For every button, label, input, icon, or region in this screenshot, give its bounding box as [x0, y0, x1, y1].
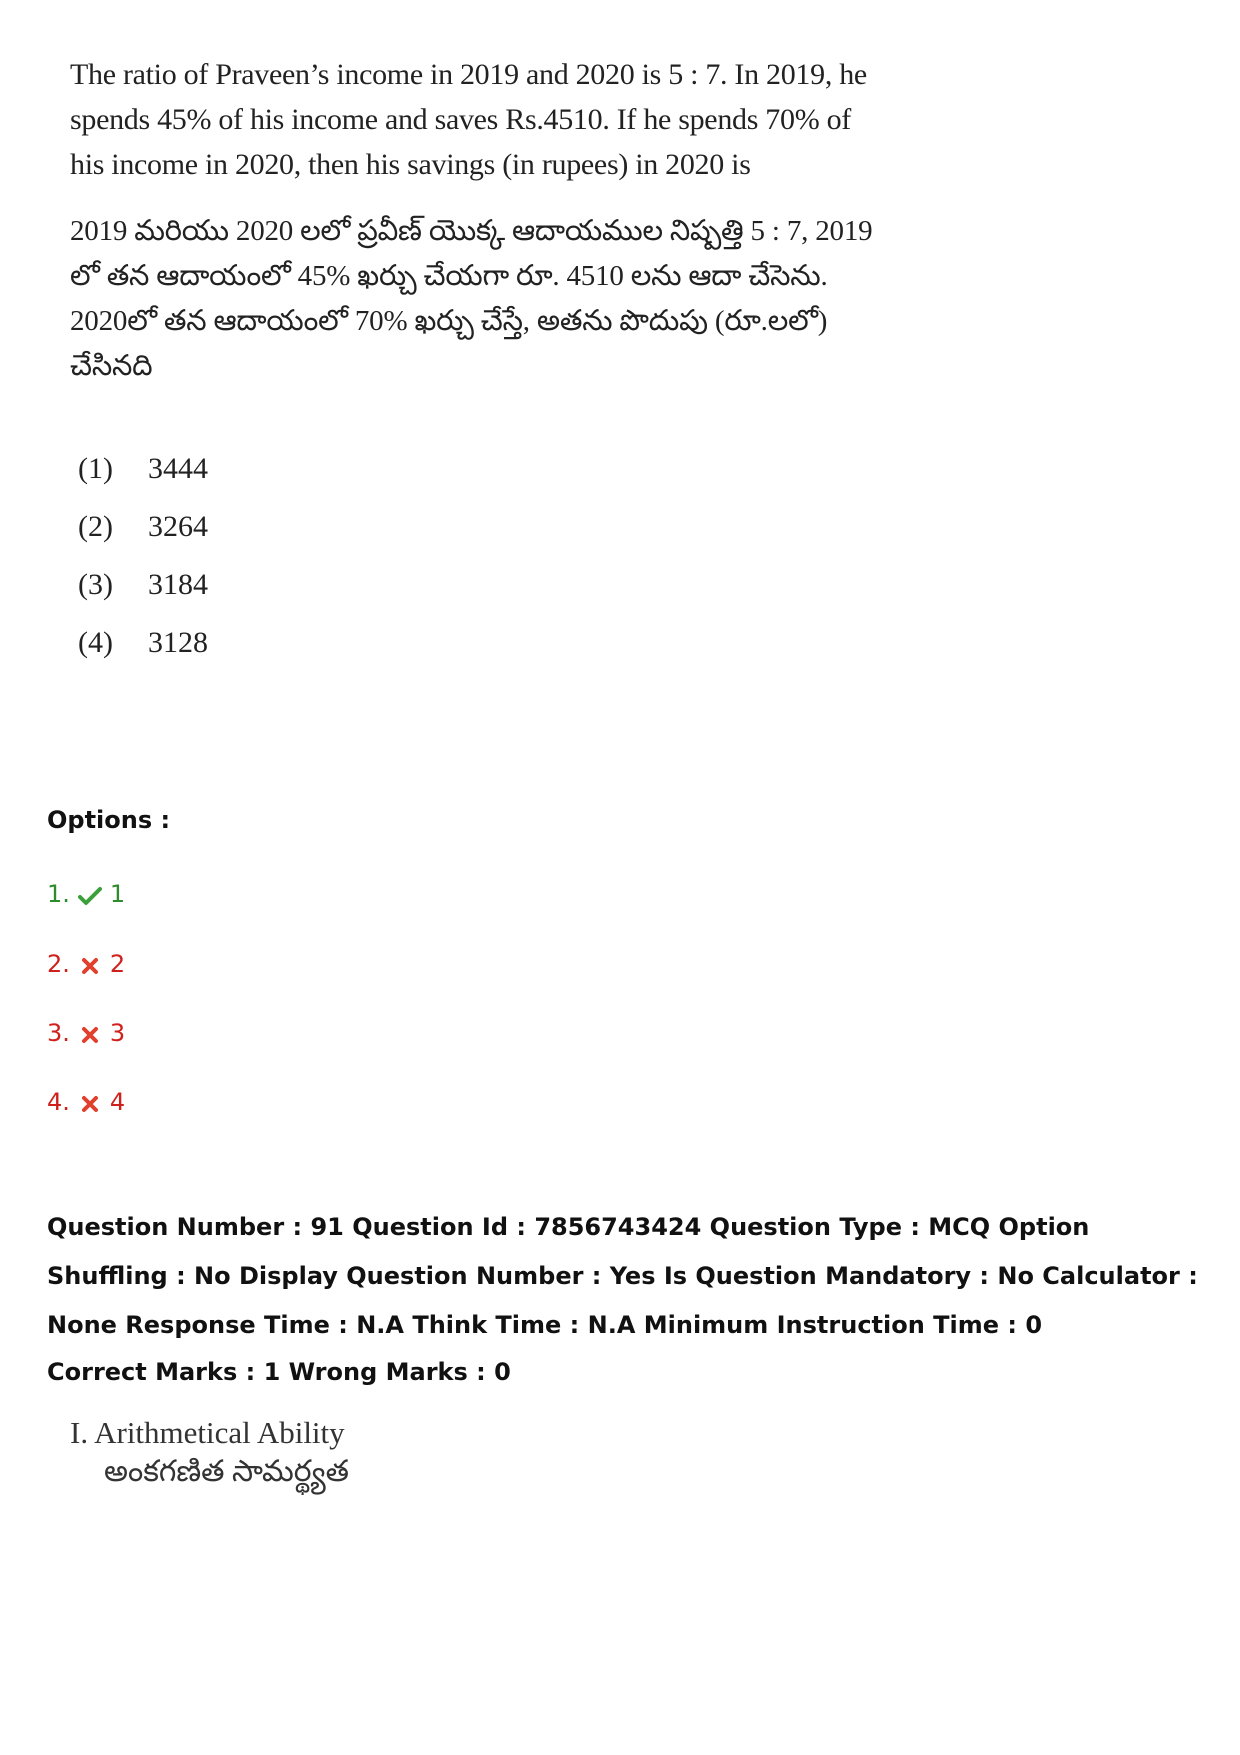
options-title: Options :: [47, 806, 171, 834]
option-index: 4.: [47, 1088, 70, 1116]
option-item: [47, 1088, 125, 1116]
choice-value: 3184: [148, 568, 208, 601]
cross-icon: [78, 1092, 102, 1112]
marks-info: Correct Marks : 1 Wrong Marks : 0: [47, 1358, 511, 1386]
question-metadata: Question Number : 91 Question Id : 7856743424 Question Type : MCQ Option Shuffling : No Display Question Number : Yes Is Question Mandatory : No Calculator : None Response Time : N.A Think Time : N.A Minimum Instruction Time : 0: [47, 1213, 1198, 1339]
telugu-line: 2019 మరియు 2020 లలో ప్రవీణ్ యొక్క ఆదాయముల నిష్పత్తి 5 : 7, 2019: [70, 215, 873, 247]
option-index: 3.: [47, 1019, 70, 1047]
telugu-line: చేసినది: [70, 350, 153, 382]
section-title-telugu: అంకగణిత సామర్థ్యత: [104, 1455, 349, 1488]
choice-value: 3444: [148, 452, 208, 485]
choice-value: 3128: [148, 626, 208, 659]
answer-choice: [78, 614, 208, 672]
option-label: 2: [109, 950, 126, 978]
option-label: 1: [109, 880, 126, 908]
question-block: [70, 52, 890, 389]
choice-number: (1): [78, 452, 113, 485]
section-title-english: I. Arithmetical Ability: [70, 1415, 345, 1450]
answer-choice: [78, 556, 208, 614]
choice-number: (3): [78, 568, 113, 601]
option-label: 4: [109, 1088, 126, 1116]
option-item: [47, 950, 125, 978]
option-index: 1.: [47, 880, 70, 908]
choice-number: (2): [78, 510, 113, 543]
choice-number: (4): [78, 626, 113, 659]
answer-choice: [78, 440, 208, 498]
check-icon: [78, 884, 102, 904]
choice-value: 3264: [148, 510, 208, 543]
question-text-english: The ratio of Praveen’s income in 2019 and 2020 is 5 : 7. In 2019, he spends 45% of his income and saves Rs.4510. If he spends 70% of his income in 2020, then his savings (in rupees) in 2020 is: [70, 58, 867, 181]
option-index: 2.: [47, 950, 70, 978]
telugu-line: 2020లో తన ఆదాయంలో 70% ఖర్చు చేస్తే, అతను పొదుపు (రూ.లలో): [70, 305, 828, 337]
cross-icon: [78, 1023, 102, 1043]
cross-icon: [78, 954, 102, 974]
answer-choices: [78, 440, 208, 672]
question-text-telugu: [70, 209, 890, 389]
section-heading: [70, 1415, 349, 1496]
answer-choice: [78, 498, 208, 556]
telugu-line: లో తన ఆదాయంలో 45% ఖర్చు చేయగా రూ. 4510 లను ఆదా చేసెను.: [70, 260, 828, 292]
option-item: [47, 1019, 125, 1047]
option-label: 3: [109, 1019, 126, 1047]
option-item: [47, 880, 125, 908]
